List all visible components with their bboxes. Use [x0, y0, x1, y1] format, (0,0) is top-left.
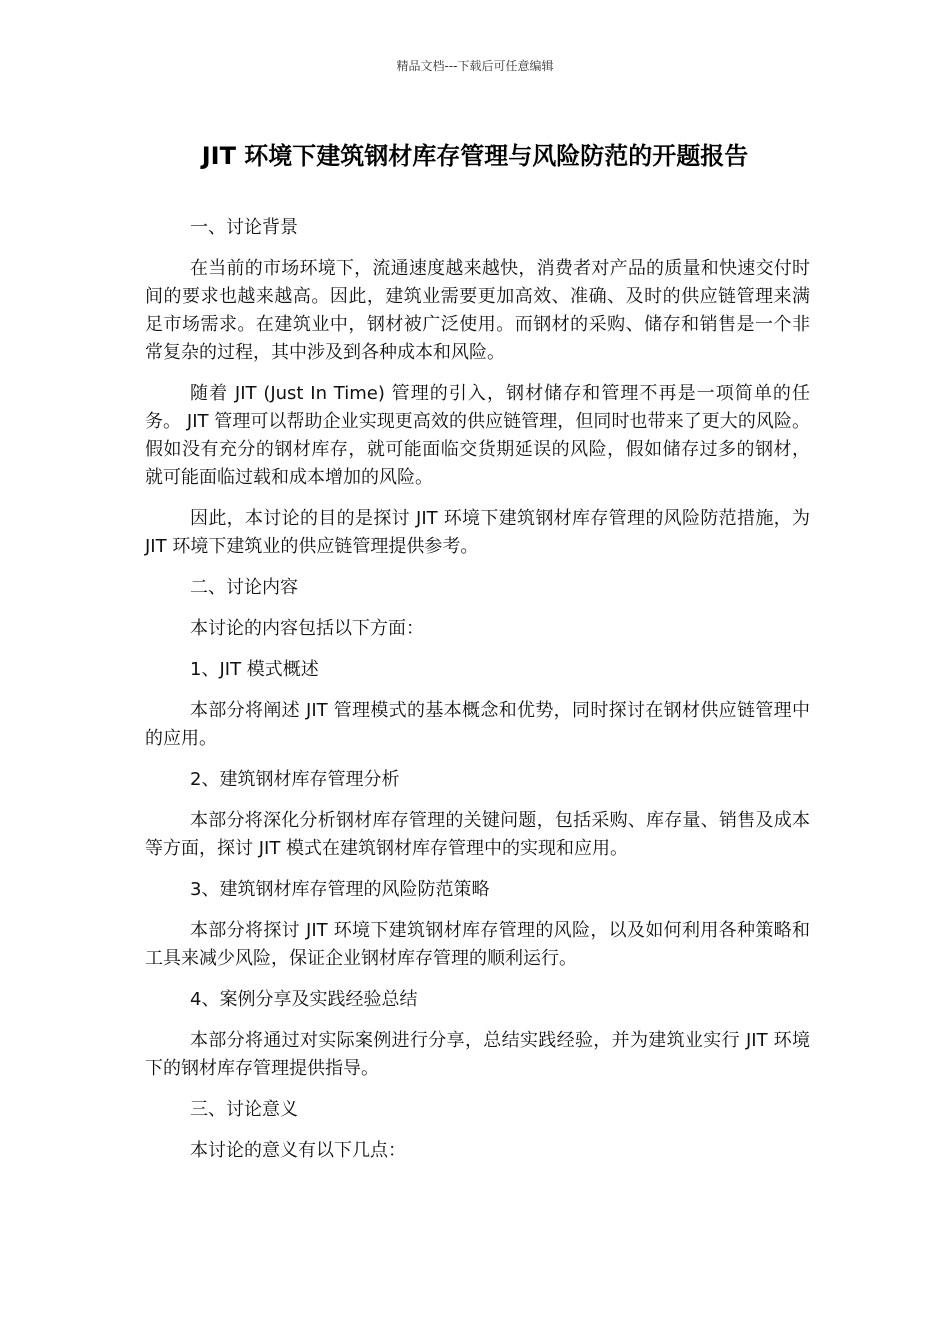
- paragraph-case-sharing: 本部分将通过对实际案例进行分享，总结实践经验，并为建筑业实行 JIT 环境下的钢材库存管理提供指导。: [145, 1030, 810, 1079]
- header-note: 精品文档---下载后可任意编辑: [396, 59, 554, 73]
- document-body: [145, 214, 810, 1178]
- paragraph-risk-strategy: 本部分将探讨 JIT 环境下建筑钢材库存管理的风险，以及如何利用各种策略和工具来减少风险，保证企业钢材库存管理的顺利运行。: [145, 920, 810, 969]
- paragraph-inventory-analysis: 本部分将深化分析钢材库存管理的关键问题，包括采购、库存量、销售及成本等方面，探讨 JIT 模式在建筑钢材库存管理中的实现和应用。: [145, 810, 810, 859]
- subheading-jit-overview: 1、JIT 模式概述: [190, 659, 319, 680]
- paragraph-content-intro: 本讨论的内容包括以下方面：: [190, 618, 424, 639]
- subheading-risk-strategy: 3、建筑钢材库存管理的风险防范策略: [190, 879, 490, 900]
- subheading-inventory-analysis: 2、建筑钢材库存管理分析: [190, 769, 400, 790]
- paragraph-market-context: 在当前的市场环境下，流通速度越来越快，消费者对产品的质量和快速交付时间的要求也越来越高。因此，建筑业需要更加高效、准确、及时的供应链管理来满足市场需求。在建筑业中，钢材被广泛使用。而钢材的采购、储存和销售是一个非常复杂的过程，其中涉及到各种成本和风险。: [145, 258, 810, 363]
- paragraph-jit-introduction: 随着 JIT (Just In Time) 管理的引入，钢材储存和管理不再是一项简单的任务。 JIT 管理可以帮助企业实现更高效的供应链管理，但同时也带来了更大的风险。假如没有充分的钢材库存，就可能面临交货期延误的风险，假如储存过多的钢材，就可能面临过载和成本增加的风险。: [145, 383, 810, 488]
- section-heading-significance: 三、讨论意义: [190, 1099, 298, 1120]
- paragraph-significance-intro: 本讨论的意义有以下几点：: [190, 1140, 406, 1161]
- paragraph-jit-overview: 本部分将阐述 JIT 管理模式的基本概念和优势，同时探讨在钢材供应链管理中的应用。: [145, 700, 810, 749]
- paragraph-research-purpose: 因此，本讨论的目的是探讨 JIT 环境下建筑钢材库存管理的风险防范措施，为 JIT 环境下建筑业的供应链管理提供参考。: [145, 508, 810, 557]
- section-heading-background: 一、讨论背景: [190, 217, 298, 238]
- document-title: JIT 环境下建筑钢材库存管理与风险防范的开题报告: [201, 142, 749, 170]
- section-heading-content: 二、讨论内容: [190, 577, 298, 598]
- subheading-case-sharing: 4、案例分享及实践经验总结: [190, 989, 418, 1010]
